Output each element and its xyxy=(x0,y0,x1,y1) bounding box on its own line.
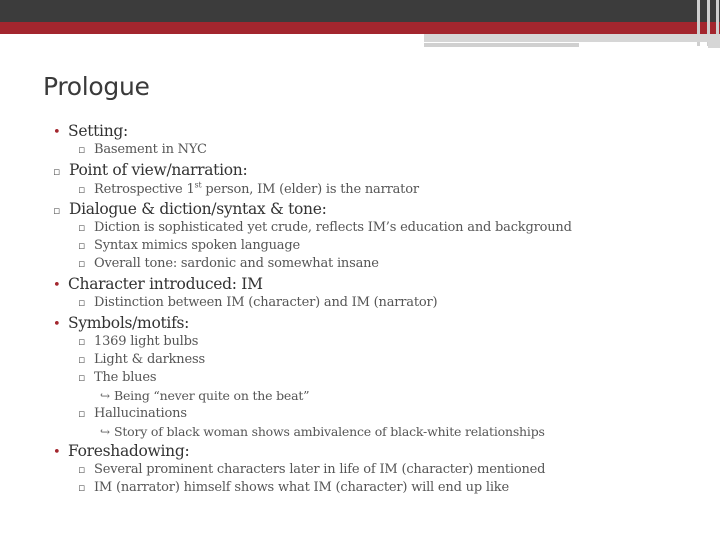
bullet-text: Retrospective 1st person, IM (elder) is the narrator xyxy=(94,181,419,198)
bullet-text: Hallucinations xyxy=(94,406,187,421)
bullet-dialogue xyxy=(53,200,327,218)
subsubbullet-story xyxy=(100,424,545,439)
bullet-text: IM (narrator) himself shows what IM (character) will end up like xyxy=(94,480,509,495)
bullet-square-icon: ▫ xyxy=(78,481,86,494)
bullet-square-icon: ▫ xyxy=(78,239,86,252)
subsubbullet-beat xyxy=(100,388,309,403)
bullet-square-icon: ▫ xyxy=(78,463,86,476)
bullet-text: Light & darkness xyxy=(94,352,205,367)
bullet-text: 1369 light bulbs xyxy=(94,334,199,349)
bullet-text: Overall tone: sardonic and somewhat insane xyxy=(94,256,379,271)
subbullet-distinction xyxy=(78,295,437,310)
bullet-symbols xyxy=(53,314,189,332)
bullet-text: Distinction between IM (character) and IM (narrator) xyxy=(94,295,438,310)
bullet-square-icon: ▫ xyxy=(78,296,86,309)
bullet-square-icon: ▫ xyxy=(53,204,61,217)
bullet-character xyxy=(53,275,263,293)
bullet-text: The blues xyxy=(94,370,157,385)
bullet-square-icon: ▫ xyxy=(78,407,86,420)
bullet-text: Story of black woman shows ambivalence of black-white relationships xyxy=(114,424,545,439)
subbullet-tone xyxy=(78,256,379,271)
bullet-square-icon: ▫ xyxy=(78,371,86,384)
bullet-text: Syntax mimics spoken language xyxy=(94,238,300,253)
bullet-text: Foreshadowing: xyxy=(68,442,190,460)
subbullet-retrospective xyxy=(78,181,419,197)
subbullet-basement xyxy=(78,142,207,157)
bullet-dot-icon: • xyxy=(53,278,61,293)
bullet-square-icon: ▫ xyxy=(78,221,86,234)
bullet-text: Setting: xyxy=(68,122,128,140)
bullet-foreshadowing xyxy=(53,442,189,460)
bullet-square-icon: ▫ xyxy=(78,335,86,348)
subbullet-prominent-characters xyxy=(78,462,545,477)
bullet-square-icon: ▫ xyxy=(78,183,86,197)
bullet-text: Point of view/narration: xyxy=(69,161,248,179)
bullet-dot-icon: • xyxy=(53,317,61,332)
subbullet-light-bulbs xyxy=(78,334,198,349)
arrow-bullet-icon: ↪ xyxy=(100,389,110,403)
bullet-text: Several prominent characters later in life of IM (character) mentioned xyxy=(94,462,546,477)
bullet-text: Diction is sophisticated yet crude, reflects IM’s education and background xyxy=(94,220,572,235)
arrow-bullet-icon: ↪ xyxy=(100,425,110,439)
bullet-square-icon: ▫ xyxy=(53,165,61,178)
subbullet-blues xyxy=(78,370,156,385)
bullet-text: Character introduced: IM xyxy=(68,275,263,293)
bullet-text: Being “never quite on the beat” xyxy=(114,388,310,403)
bullet-text: Dialogue & diction/syntax & tone: xyxy=(69,200,327,218)
subbullet-hallucinations xyxy=(78,406,187,421)
bullet-square-icon: ▫ xyxy=(78,353,86,366)
bullet-setting xyxy=(53,122,128,140)
subbullet-narrator-shows xyxy=(78,480,509,495)
bullet-dot-icon: • xyxy=(53,125,61,140)
bullet-point-of-view xyxy=(53,161,247,179)
bullet-square-icon: ▫ xyxy=(78,143,86,156)
slide-title: Prologue xyxy=(43,72,150,101)
bullet-dot-icon: • xyxy=(53,445,61,460)
subbullet-diction xyxy=(78,220,572,235)
bullet-text: Symbols/motifs: xyxy=(68,314,190,332)
bullet-square-icon: ▫ xyxy=(78,257,86,270)
bullet-text: Basement in NYC xyxy=(94,142,207,157)
subbullet-light-darkness xyxy=(78,352,205,367)
subbullet-syntax xyxy=(78,238,300,253)
